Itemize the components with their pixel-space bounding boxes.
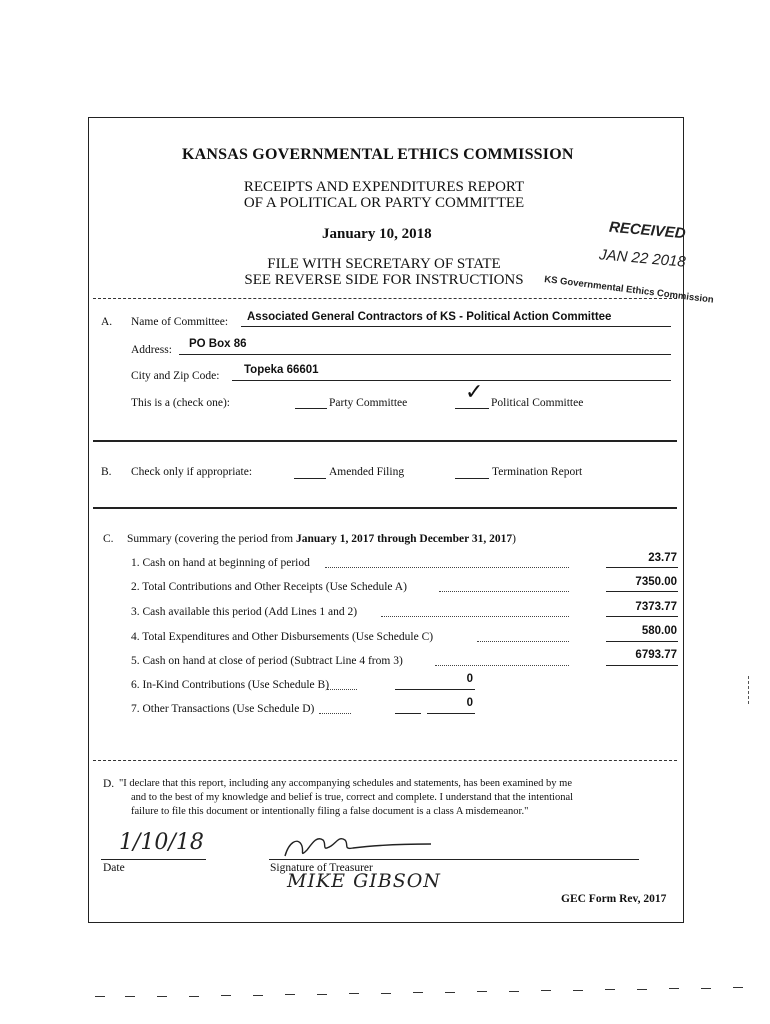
committee-name-line bbox=[241, 326, 671, 327]
report-title-line2: OF A POLITICAL OR PARTY COMMITTEE bbox=[243, 195, 525, 211]
header-divider bbox=[93, 298, 677, 299]
section-c-divider bbox=[93, 760, 677, 761]
received-date: JAN 22 2018 bbox=[598, 246, 687, 271]
declaration-line-3: failure to file this document or intentionally filing a false document is a class A misdemeanor." bbox=[131, 806, 529, 817]
summary-heading-pre: Summary (covering the period from bbox=[127, 533, 296, 545]
summary-line-7-value: 0 bbox=[466, 697, 473, 709]
section-b-letter: B. bbox=[101, 466, 112, 478]
party-committee-blank bbox=[295, 408, 327, 409]
address-label: Address: bbox=[131, 344, 172, 356]
instructions-line: SEE REVERSE SIDE FOR INSTRUCTIONS bbox=[244, 272, 524, 288]
amended-filing-blank bbox=[294, 478, 326, 479]
report-date: January 10, 2018 bbox=[322, 226, 432, 242]
section-c-letter: C. bbox=[103, 533, 114, 545]
section-b-label: Check only if appropriate: bbox=[131, 466, 253, 478]
section-a-divider bbox=[93, 440, 677, 442]
summary-line-2-value: 7350.00 bbox=[635, 576, 677, 588]
summary-line-7: 7. Other Transactions (Use Schedule D) bbox=[131, 703, 315, 715]
political-committee-checkmark: ✓ bbox=[465, 380, 484, 405]
commission-title: KANSAS GOVERNMENTAL ETHICS COMMISSION bbox=[182, 146, 574, 163]
summary-line-4-value: 580.00 bbox=[641, 625, 677, 637]
section-d-letter: D. bbox=[103, 778, 115, 790]
form-revision: GEC Form Rev, 2017 bbox=[561, 893, 667, 905]
political-committee-blank bbox=[455, 408, 489, 409]
summary-line-2-leader bbox=[439, 591, 569, 592]
summary-line-6-value: 0 bbox=[466, 673, 473, 685]
summary-line-3-value: 7373.77 bbox=[635, 601, 677, 613]
summary-line-7-leader bbox=[319, 713, 351, 714]
summary-line-7-blank bbox=[395, 713, 421, 714]
summary-line-1-rule bbox=[606, 567, 678, 568]
summary-line-5-rule bbox=[606, 665, 678, 666]
summary-line-1-value: 23.77 bbox=[648, 552, 677, 564]
party-committee-label: Party Committee bbox=[329, 397, 408, 409]
address-line bbox=[179, 354, 671, 355]
section-b-divider bbox=[93, 507, 677, 509]
date-label: Date bbox=[103, 862, 125, 874]
summary-line-1: 1. Cash on hand at beginning of period bbox=[131, 557, 310, 569]
declaration-line-2: and to the best of my knowledge and belief is true, correct and complete. I understand that the intentional bbox=[131, 792, 574, 803]
political-committee-label: Political Committee bbox=[491, 397, 584, 409]
summary-line-3: 3. Cash available this period (Add Lines 1 and 2) bbox=[131, 606, 358, 618]
scan-mark bbox=[748, 676, 749, 704]
summary-line-4-rule bbox=[606, 641, 678, 642]
signature-line bbox=[269, 859, 639, 860]
summary-line-7-rule bbox=[427, 713, 475, 714]
treasurer-signature bbox=[279, 830, 439, 862]
summary-line-5-value: 6793.77 bbox=[635, 649, 677, 661]
file-with-line: FILE WITH SECRETARY OF STATE bbox=[267, 256, 501, 272]
summary-line-4-leader bbox=[477, 641, 569, 642]
printed-treasurer-name: MIKE GIBSON bbox=[287, 870, 441, 892]
committee-type-label: This is a (check one): bbox=[131, 397, 230, 409]
received-stamp: RECEIVED bbox=[608, 218, 687, 243]
date-line bbox=[101, 859, 206, 860]
section-a-letter: A. bbox=[101, 316, 113, 328]
summary-line-2-rule bbox=[606, 591, 678, 592]
city-zip-line bbox=[232, 380, 671, 381]
summary-line-4: 4. Total Expenditures and Other Disbursements (Use Schedule C) bbox=[131, 631, 434, 643]
amended-filing-label: Amended Filing bbox=[329, 466, 405, 478]
summary-heading-post: ) bbox=[512, 533, 516, 545]
summary-line-5-leader bbox=[435, 665, 569, 666]
summary-line-6-leader bbox=[327, 689, 357, 690]
handwritten-date: 1/10/18 bbox=[119, 830, 204, 855]
summary-line-6-rule bbox=[395, 689, 475, 690]
committee-name-value: Associated General Contractors of KS - Political Action Committee bbox=[247, 311, 612, 323]
termination-report-blank bbox=[455, 478, 489, 479]
city-zip-value: Topeka 66601 bbox=[244, 364, 319, 376]
termination-report-label: Termination Report bbox=[492, 466, 583, 478]
summary-line-6: 6. In-Kind Contributions (Use Schedule B) bbox=[131, 679, 330, 691]
signature-label: Signature of Treasurer bbox=[270, 862, 373, 874]
summary-line-5: 5. Cash on hand at close of period (Subtract Line 4 from 3) bbox=[131, 655, 403, 667]
address-value: PO Box 86 bbox=[189, 338, 247, 350]
report-title-line1: RECEIPTS AND EXPENDITURES REPORT bbox=[243, 179, 525, 195]
summary-line-3-leader bbox=[381, 616, 569, 617]
bottom-dashed-line bbox=[95, 980, 765, 1000]
report-form bbox=[88, 117, 715, 923]
summary-heading-period: January 1, 2017 through December 31, 2017 bbox=[295, 533, 513, 545]
city-zip-label: City and Zip Code: bbox=[131, 370, 220, 382]
summary-line-1-leader bbox=[325, 567, 569, 568]
summary-line-3-rule bbox=[606, 616, 678, 617]
received-agency: KS Governmental Ethics Commission bbox=[543, 274, 715, 306]
declaration-line-1: "I declare that this report, including any accompanying schedules and statements, has been examined by me bbox=[119, 778, 573, 789]
summary-heading bbox=[127, 533, 516, 545]
summary-line-2: 2. Total Contributions and Other Receipts (Use Schedule A) bbox=[131, 581, 407, 593]
committee-name-label: Name of Committee: bbox=[131, 316, 229, 328]
